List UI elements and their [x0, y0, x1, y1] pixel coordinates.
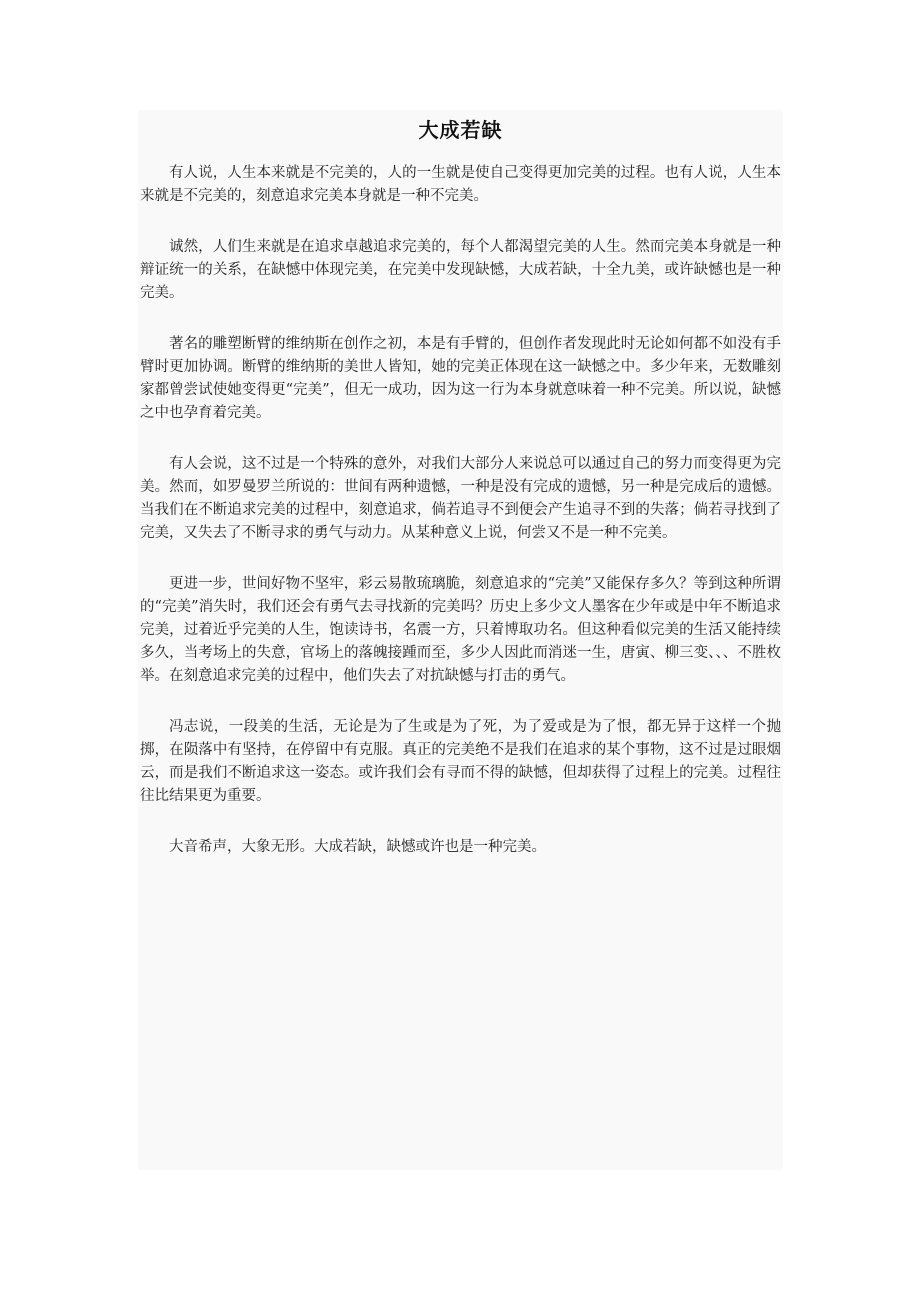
paragraph-1: 有人说，人生本来就是不完美的，人的一生就是使自己变得更加完美的过程。也有人说，人生本来就是不完美的，刻意追求完美本身就是一种不完美。: [140, 165, 781, 204]
paragraph-3: 著名的雕塑断臂的维纳斯在创作之初，本是有手臂的，但创作者发现此时无论如何都不如没有手臂时更加协调。断臂的维纳斯的美世人皆知，她的完美正体现在这一缺憾之中。多少年来，无数雕刻家都曾尝试使她变得更“完美”，但无一成功，因为这一行为本身就意味着一种不完美。所以说，缺憾之中也孕育着完美。: [140, 336, 781, 421]
paragraph-7: 大音希声，大象无形。大成若缺，缺憾或许也是一种完美。: [169, 839, 546, 855]
document-page: [138, 110, 783, 1170]
paragraph-4: 有人会说，这不过是一个特殊的意外，对我们大部分人来说总可以通过自己的努力而变得更为完美。然而，如罗曼罗兰所说的：世间有两种遗憾，一种是没有完成的遗憾，另一种是完成后的遗憾。当我们在不断追求完美的过程中，刻意追求，倘若追寻不到便会产生追寻不到的失落；倘若寻找到了完美，又失去了不断寻求的勇气与动力。从某种意义上说，何尝又不是一种不完美。: [140, 456, 781, 541]
document-title: 大成若缺: [418, 118, 503, 142]
paragraph-2: 诚然，人们生来就是在追求卓越追求完美的，每个人都渴望完美的人生。然而完美本身就是一种辩证统一的关系，在缺憾中体现完美，在完美中发现缺憾，大成若缺，十全九美，或许缺憾也是一种完美。: [140, 239, 781, 301]
paragraph-6: 冯志说，一段美的生活，无论是为了生或是为了死，为了爱或是为了恨，都无异于这样一个抛掷，在陨落中有坚持，在停留中有克服。真正的完美绝不是我们在追求的某个事物，这不过是过眼烟云，而是我们不断追求这一姿态。或许我们会有寻而不得的缺憾，但却获得了过程上的完美。过程往往比结果更为重要。: [140, 719, 781, 804]
document-body: [140, 162, 781, 859]
paragraph-5: 更进一步，世间好物不坚牢，彩云易散琉璃脆，刻意追求的“完美”又能保存多久？等到这种所谓的“完美”消失时，我们还会有勇气去寻找新的完美吗？历史上多少文人墨客在少年或是中年不断追求完美，过着近乎完美的人生，饱读诗书，名震一方，只着博取功名。但这种看似完美的生活又能持续多久，当考场上的失意，官场上的落魄接踵而至，多少人因此而消迷一生，唐寅、柳三变、、、不胜枚举。在刻意追求完美的过程中，他们失去了对抗缺憾与打击的勇气。: [140, 576, 781, 684]
